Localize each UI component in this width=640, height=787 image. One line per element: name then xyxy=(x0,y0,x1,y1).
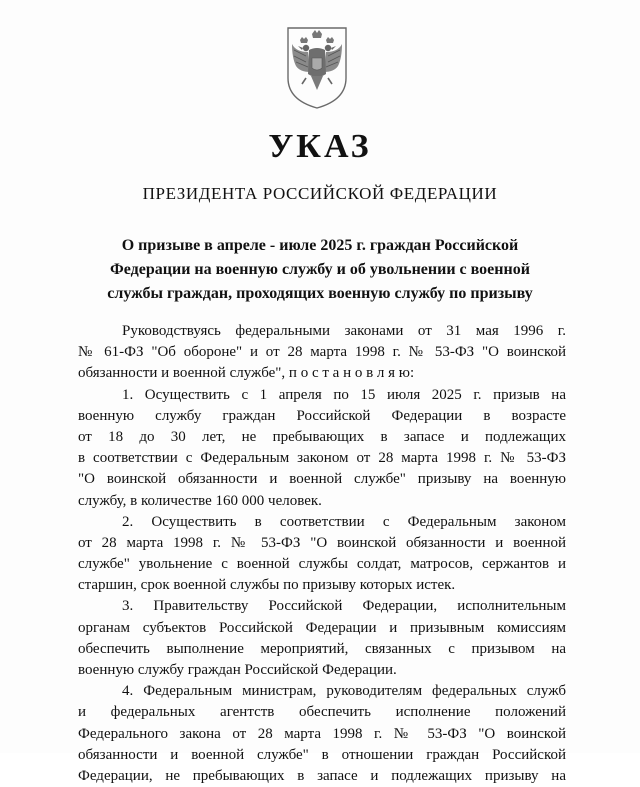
text-line: от 28 марта 1998 г. № 53-ФЗ "О воинской обязанности и военной xyxy=(78,534,566,551)
text-line: Федерального закона от 28 марта 1998 г. № 53-ФЗ "О воинской xyxy=(78,725,566,742)
coat-of-arms-icon xyxy=(282,22,352,110)
text-line: 2. Осуществить в соответствии с Федеральным законом xyxy=(122,513,566,530)
text-line: органам субъектов Российской Федерации и призывным комиссиям xyxy=(78,619,566,636)
text-line: 1. Осуществить с 1 апреля по 15 июля 2025 г. призыв на xyxy=(122,386,566,403)
text-line: обеспечить выполнение мероприятий, связанных с призывом на xyxy=(78,640,566,657)
decree-heading xyxy=(80,234,560,306)
text-line: 4. Федеральным министрам, руководителям федеральных служб xyxy=(122,683,566,700)
document-subtitle: ПРЕЗИДЕНТА РОССИЙСКОЙ ФЕДЕРАЦИИ xyxy=(142,184,498,203)
text-line: Руководствуясь федеральными законами от 31 мая 1996 г. xyxy=(122,323,566,339)
text-line: службе" увольнение с военной службы солдат, матросов, сержантов и xyxy=(78,556,566,573)
text-line: военную службу граждан Российской Федерации. xyxy=(78,662,397,678)
text-line: от 18 до 30 лет, не пребывающих в запасе и подлежащих xyxy=(78,428,566,445)
heading-line: Федерации на военную службу и об увольнении с военной xyxy=(110,261,530,278)
text-line: и федеральных агентств обеспечить исполнение положений xyxy=(78,704,566,721)
text-line: "О воинской обязанности и военной службе" призыву на военную xyxy=(78,471,566,488)
item-2-paragraph xyxy=(78,512,566,597)
heading-line: службы граждан, проходящих военную службу по призыву xyxy=(107,285,533,302)
document-title: УКАЗ xyxy=(268,128,372,165)
text-line: № 61-ФЗ "Об обороне" и от 28 марта 1998 г. № 53-ФЗ "О воинской xyxy=(78,344,566,361)
heading-line: О призыве в апреле - июле 2025 г. граждан Российской xyxy=(121,237,519,254)
text-line: 3. Правительству Российской Федерации, исполнительным xyxy=(122,598,566,615)
preamble-paragraph xyxy=(78,321,566,385)
decree-body xyxy=(78,321,566,787)
text-line: в соответствии с Федеральным законом от 28 марта 1998 г. № 53-ФЗ xyxy=(78,450,566,467)
text-line: Федерации, не пребывающих в запасе и подлежащих призыву на xyxy=(78,767,566,784)
text-line: обязанности и военной службе" в отношении граждан Российской xyxy=(78,746,566,763)
text-line: военную службу граждан Российской Федерации в возрасте xyxy=(78,407,566,424)
text-line: старшин, срок военной службы по призыву которых истек. xyxy=(78,577,456,594)
text-line: обязанности и военной службе", п о с т а н о в л я ю: xyxy=(78,365,415,382)
text-line: службу, в количестве 160 000 человек. xyxy=(78,492,322,509)
item-1-paragraph xyxy=(78,385,566,512)
item-4-paragraph xyxy=(78,681,566,787)
item-3-paragraph xyxy=(78,596,566,681)
